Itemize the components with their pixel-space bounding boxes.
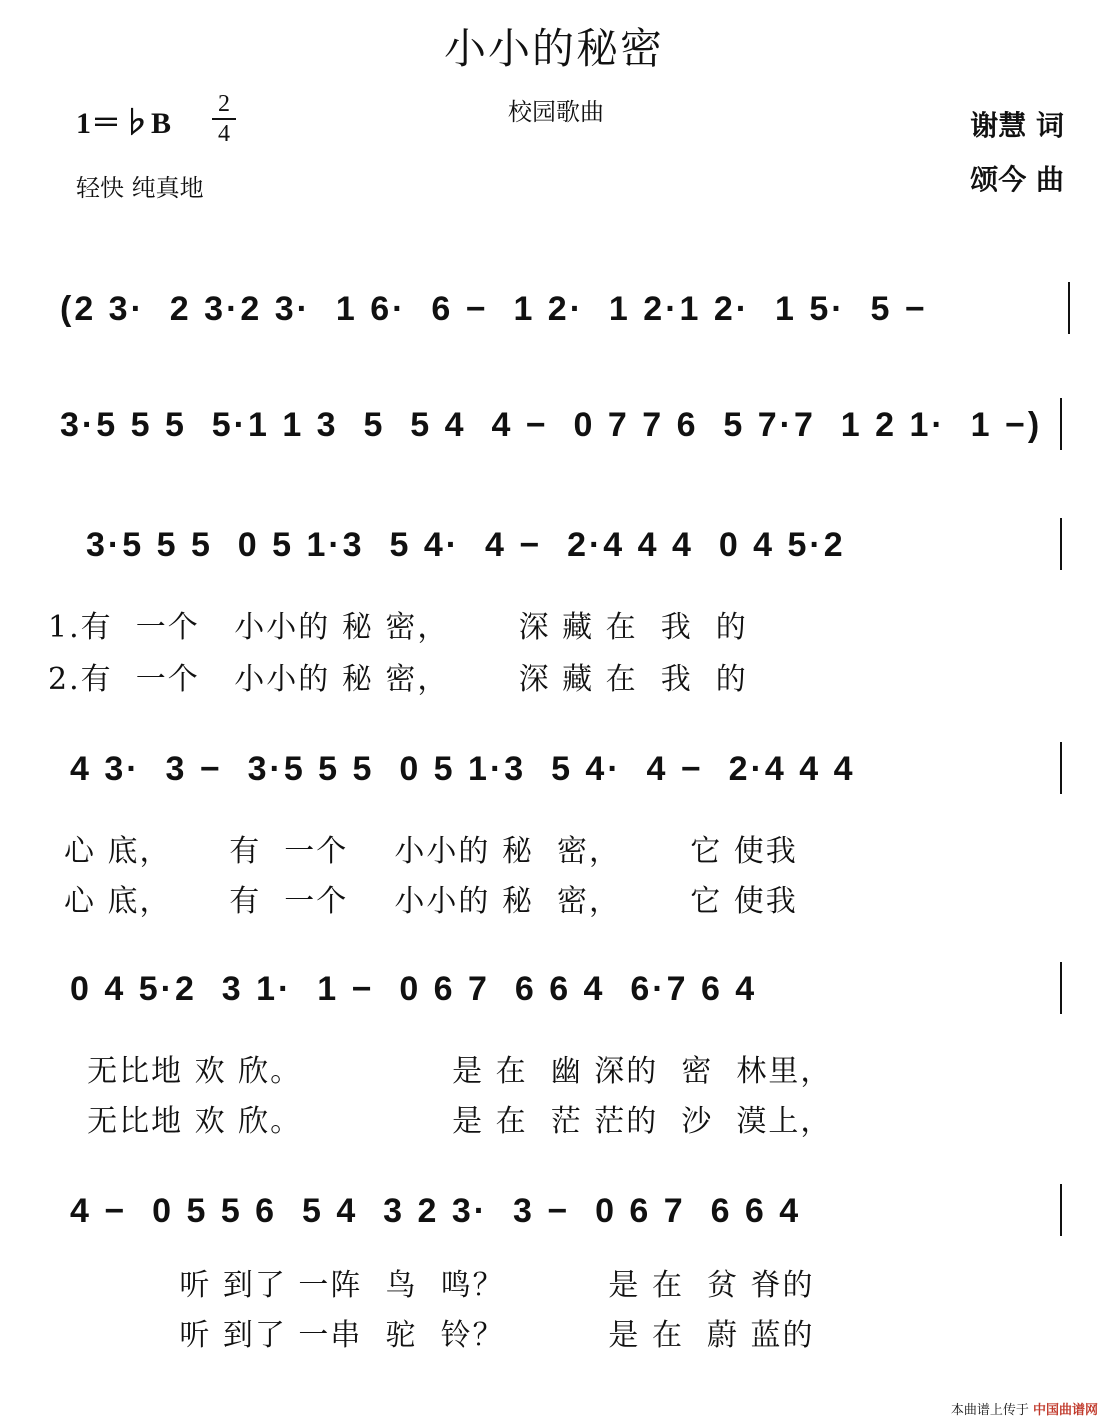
upload-footer: [951, 1399, 1098, 1418]
lyric-verse-1: 无比地 欢 欣。 是 在 幽 深的 密 林里，: [64, 1054, 833, 1089]
song-title: 小小的秘密: [443, 24, 664, 73]
notation-notes: 4 − 0 5 5 6 5 4 3 2 3· 3 − 0 6 7 6 6 4: [70, 1192, 802, 1230]
time-signature-top: 2: [218, 91, 230, 117]
lyric-verse-1: 心 底， 有 一个 小小的 秘 密， 它 使我: [64, 834, 798, 869]
lyric-verse-2: 心 底， 有 一个 小小的 秘 密， 它 使我: [64, 884, 798, 919]
notation-row-6: [0, 1184, 1108, 1244]
notation-notes: 3·5 5 5 5·1 1 3 5 5 4 4 − 0 7 7 6 5 7·7 1 2 1· 1 −): [60, 406, 1043, 444]
lyricist-credit: 谢慧 词: [970, 109, 1064, 142]
notation-row-5: [0, 962, 1108, 1022]
song-subtitle: 校园歌曲: [508, 98, 604, 126]
time-signature: [212, 92, 236, 146]
notation-notes: 3·5 5 5 0 5 1·3 5 4· 4 − 2·4 4 4 0 4 5·2: [86, 526, 846, 564]
notation-notes: (2 3· 2 3·2 3· 1 6· 6 − 1 2· 1 2·1 2· 1 5· 5 −: [60, 290, 928, 328]
notation-notes: 0 4 5·2 3 1· 1 − 0 6 7 6 6 4 6·7 6 4: [70, 970, 758, 1008]
lyric-verse-2: 听 到了 一串 驼 铃？ 是 在 蔚 蓝的: [64, 1318, 815, 1353]
lyric-verse-2: 无比地 欢 欣。 是 在 茫 茫的 沙 漠上，: [64, 1104, 833, 1139]
notation-row-2: [0, 398, 1108, 458]
notation-notes: 4 3· 3 − 3·5 5 5 0 5 1·3 5 4· 4 − 2·4 4 4: [70, 750, 856, 788]
lyric-verse-1: 听 到了 一阵 鸟 鸣？ 是 在 贫 脊的: [64, 1268, 815, 1303]
key-signature: 1＝♭B: [76, 107, 172, 140]
notation-row-3: [0, 518, 1108, 578]
notation-row-1: [0, 282, 1108, 342]
tempo-mark: 轻快 纯真地: [76, 174, 204, 202]
notation-row-4: [0, 742, 1108, 802]
lyric-verse-2: 2.有 一个 小小的 秘 密， 深 藏 在 我 的: [48, 662, 748, 697]
composer-credit: 颂今 曲: [970, 163, 1064, 196]
lyric-verse-1: 1.有 一个 小小的 秘 密， 深 藏 在 我 的: [48, 610, 748, 645]
footer-brand[interactable]: 中国曲谱网: [1032, 1403, 1098, 1418]
time-signature-bottom: 4: [218, 121, 230, 147]
footer-text: 本曲谱上传于: [950, 1403, 1029, 1418]
